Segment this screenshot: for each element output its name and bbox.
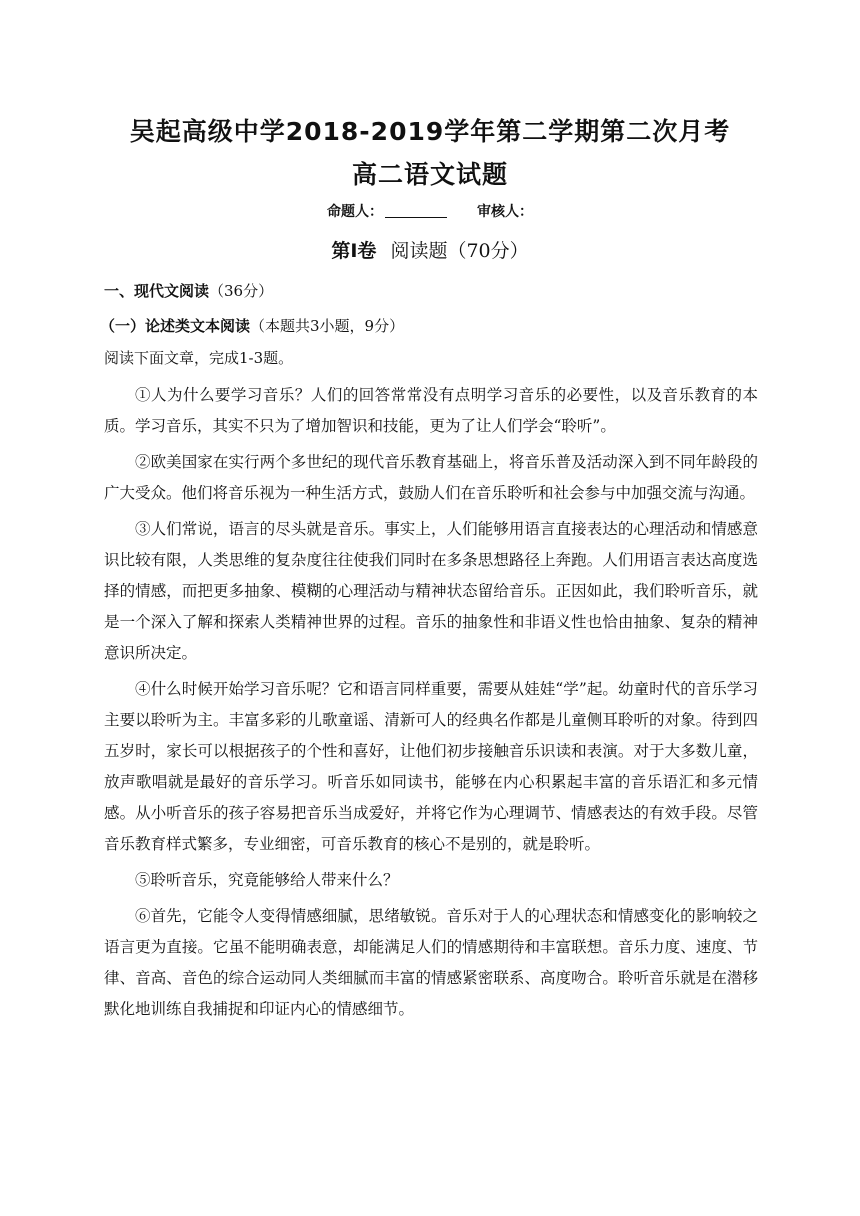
section-heading-1 <box>104 280 273 301</box>
volume-heading <box>0 236 860 263</box>
section-heading-2 <box>100 315 404 336</box>
exam-title: 吴起高级中学2018-2019学年第二学期第二次月考 <box>129 117 731 146</box>
paragraph: ①人为什么要学习音乐？人们的回答常常没有点明学习音乐的必要性，以及音乐教育的本质。学习音乐，其实不只为了增加智识和技能，更为了让人们学会“聆听”。 <box>104 386 758 435</box>
reviewer-label: 审核人： <box>477 204 533 220</box>
paragraph: ④什么时候开始学习音乐呢？它和语言同样重要，需要从娃娃“学”起。幼童时代的音乐学习主要以聆听为主。丰富多彩的儿歌童谣、清新可人的经典名作都是儿童侧耳聆听的对象。待到四五岁时，家长可以根据孩子的个性和喜好，让他们初步接触音乐识读和表演。对于大多数儿童，放声歌唱就是最好的音乐学习。听音乐如同读书，能够在内心积累起丰富的音乐语汇和多元情感。从小听音乐的孩子容易把音乐当成爱好，并将它作为心理调节、情感表达的有效手段。尽管音乐教育样式繁多，专业细密，可音乐教育的核心不是别的，就是聆听。 <box>104 680 758 853</box>
passage <box>104 380 758 1030</box>
paragraph: ②欧美国家在实行两个多世纪的现代音乐教育基础上，将音乐普及活动深入到不同年龄段的广大受众。他们将音乐视为一种生活方式，鼓励人们在音乐聆听和社会参与中加强交流与沟通。 <box>104 453 758 502</box>
setter-label: 命题人： <box>327 204 383 220</box>
exam-subtitle: 高二语文试题 <box>351 160 508 189</box>
setter-blank <box>385 203 447 218</box>
paragraph: ③人们常说，语言的尽头就是音乐。事实上，人们能够用语言直接表达的心理活动和情感意识比较有限，人类思维的复杂度往往使我们同时在多条思想路径上奔跑。人们用语言表达高度选择的情感，而把更多抽象、模糊的心理活动与精神状态留给音乐。正因如此，我们聆听音乐，就是一个深入了解和探索人类精神世界的过程。音乐的抽象性和非语义性也恰由抽象、复杂的精神意识所决定。 <box>104 520 758 662</box>
section-2-title: （一）论述类文本阅读 <box>100 317 251 335</box>
section-2-note: （本题共3小题，9分） <box>250 317 405 335</box>
section-1-title: 一、现代文阅读 <box>104 282 210 300</box>
paragraph: ⑥首先，它能令人变得情感细腻，思绪敏锐。音乐对于人的心理状态和情感变化的影响较之语言更为直接。它虽不能明确表意，却能满足人们的情感期待和丰富联想。音乐力度、速度、节律、音高、音色的综合运动同人类细腻而丰富的情感紧密联系、高度吻合。聆听音乐就是在潜移默化地训练自我捕捉和印证内心的情感细节。 <box>104 907 758 1018</box>
section-1-note: （36分） <box>209 282 274 300</box>
paragraph: ⑤聆听音乐，究竟能够给人带来什么？ <box>135 871 399 889</box>
volume-title: 阅读题（70分） <box>390 240 529 262</box>
volume-label: 第Ⅰ卷 <box>331 240 377 262</box>
author-line <box>0 201 860 221</box>
instruction: 阅读下面文章，完成1-3题。 <box>104 349 294 367</box>
